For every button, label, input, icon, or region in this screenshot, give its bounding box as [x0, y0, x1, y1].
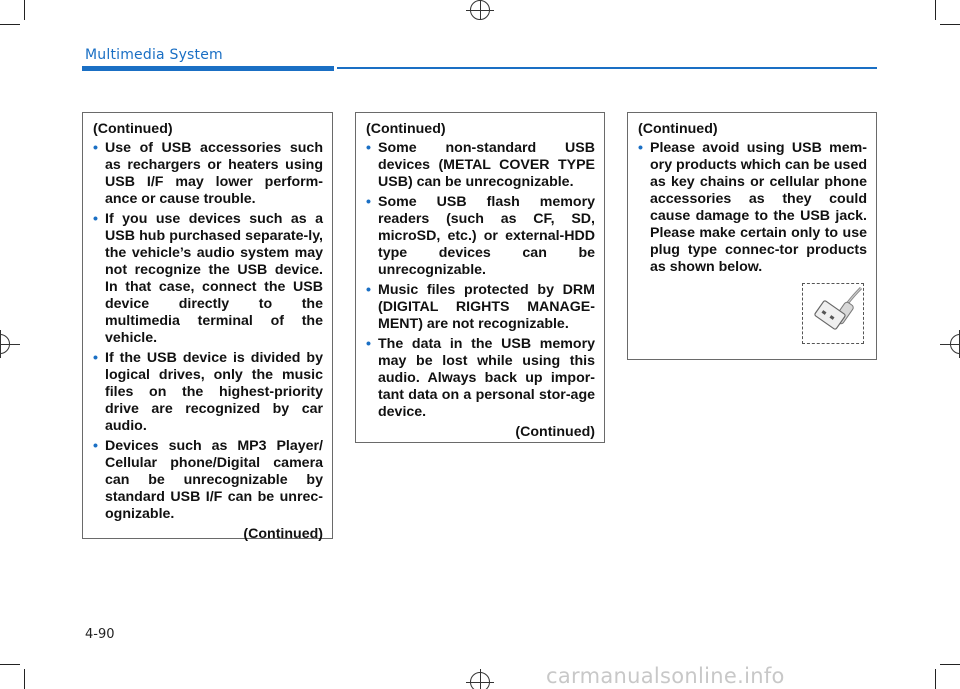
crop-mark — [940, 664, 960, 665]
bullet-icon: • — [93, 211, 98, 227]
page-number: 4-90 — [85, 627, 115, 642]
crop-mark — [935, 0, 936, 20]
continued-label: (Continued) — [515, 424, 595, 440]
bullet-icon: • — [366, 336, 371, 352]
list-item: • Some non-standard USB devices (METAL COVER TYPE USB) can be unrecognizable. — [366, 140, 595, 190]
list-item: • Devices such as MP3 Player/ Cellular phone/Digital camera can be unrecognizable by standard USB I/F can be unrec-ognizable. — [93, 438, 323, 522]
bullet-icon: • — [366, 194, 371, 210]
continued-label: (Continued) — [243, 526, 323, 542]
list-item: • Some USB flash memory readers (such as CF, SD, microSD, etc.) or external-HDD type devices can be unrecognizable. — [366, 194, 595, 278]
bullet-icon: • — [93, 438, 98, 454]
bullet-icon: • — [366, 282, 371, 298]
continued-label: (Continued) — [638, 121, 718, 137]
section-title: Multimedia System — [85, 47, 223, 63]
list-item: • Please avoid using USB mem-ory products which can be used as key chains or cellular phone accessories as they could cause damage to the USB jack. Please make certain only to use plug type connec-tor products as shown below. — [638, 140, 867, 275]
crop-mark — [0, 24, 20, 25]
list-item: • If the USB device is divided by logical drives, only the music files on the highest-priority drive are recognized by car audio. — [93, 350, 323, 434]
header-rule-thick — [82, 66, 334, 71]
crop-mark — [935, 669, 936, 689]
info-box-1 — [82, 112, 333, 542]
bullet-icon: • — [366, 140, 371, 156]
continued-label: (Continued) — [366, 121, 446, 137]
list-item: • Music files protected by DRM (DIGITAL RIGHTS MANAGE-MENT) are not recognizable. — [366, 282, 595, 332]
continued-label: (Continued) — [93, 121, 173, 137]
header-rule-thin — [337, 67, 877, 69]
bullet-list — [93, 140, 323, 523]
bullet-icon: • — [93, 350, 98, 366]
watermark: carmanualsonline.info — [546, 664, 785, 688]
list-item: • The data in the USB memory may be lost while using this audio. Always back up impor-tant data on a personal stor-age device. — [366, 336, 595, 420]
crop-mark — [0, 664, 20, 665]
usb-illustration-frame — [802, 283, 864, 344]
bullet-icon: • — [638, 140, 643, 156]
crop-mark — [24, 0, 25, 20]
list-item: • If you use devices such as a USB hub purchased separate-ly, the vehicle’s audio system may not recognize the USB device. In that case, connect the USB device directly to the multimedia terminal of the vehicle. — [93, 211, 323, 346]
crop-mark — [940, 24, 960, 25]
usb-plug-icon — [803, 284, 863, 343]
list-item: • Use of USB accessories such as rechargers or heaters using USB I/F may lower perform-ance or cause trouble. — [93, 140, 323, 207]
bullet-list — [366, 140, 595, 421]
bullet-icon: • — [93, 140, 98, 156]
crop-mark — [24, 669, 25, 689]
bullet-list — [638, 140, 867, 276]
info-box-2 — [355, 112, 605, 443]
